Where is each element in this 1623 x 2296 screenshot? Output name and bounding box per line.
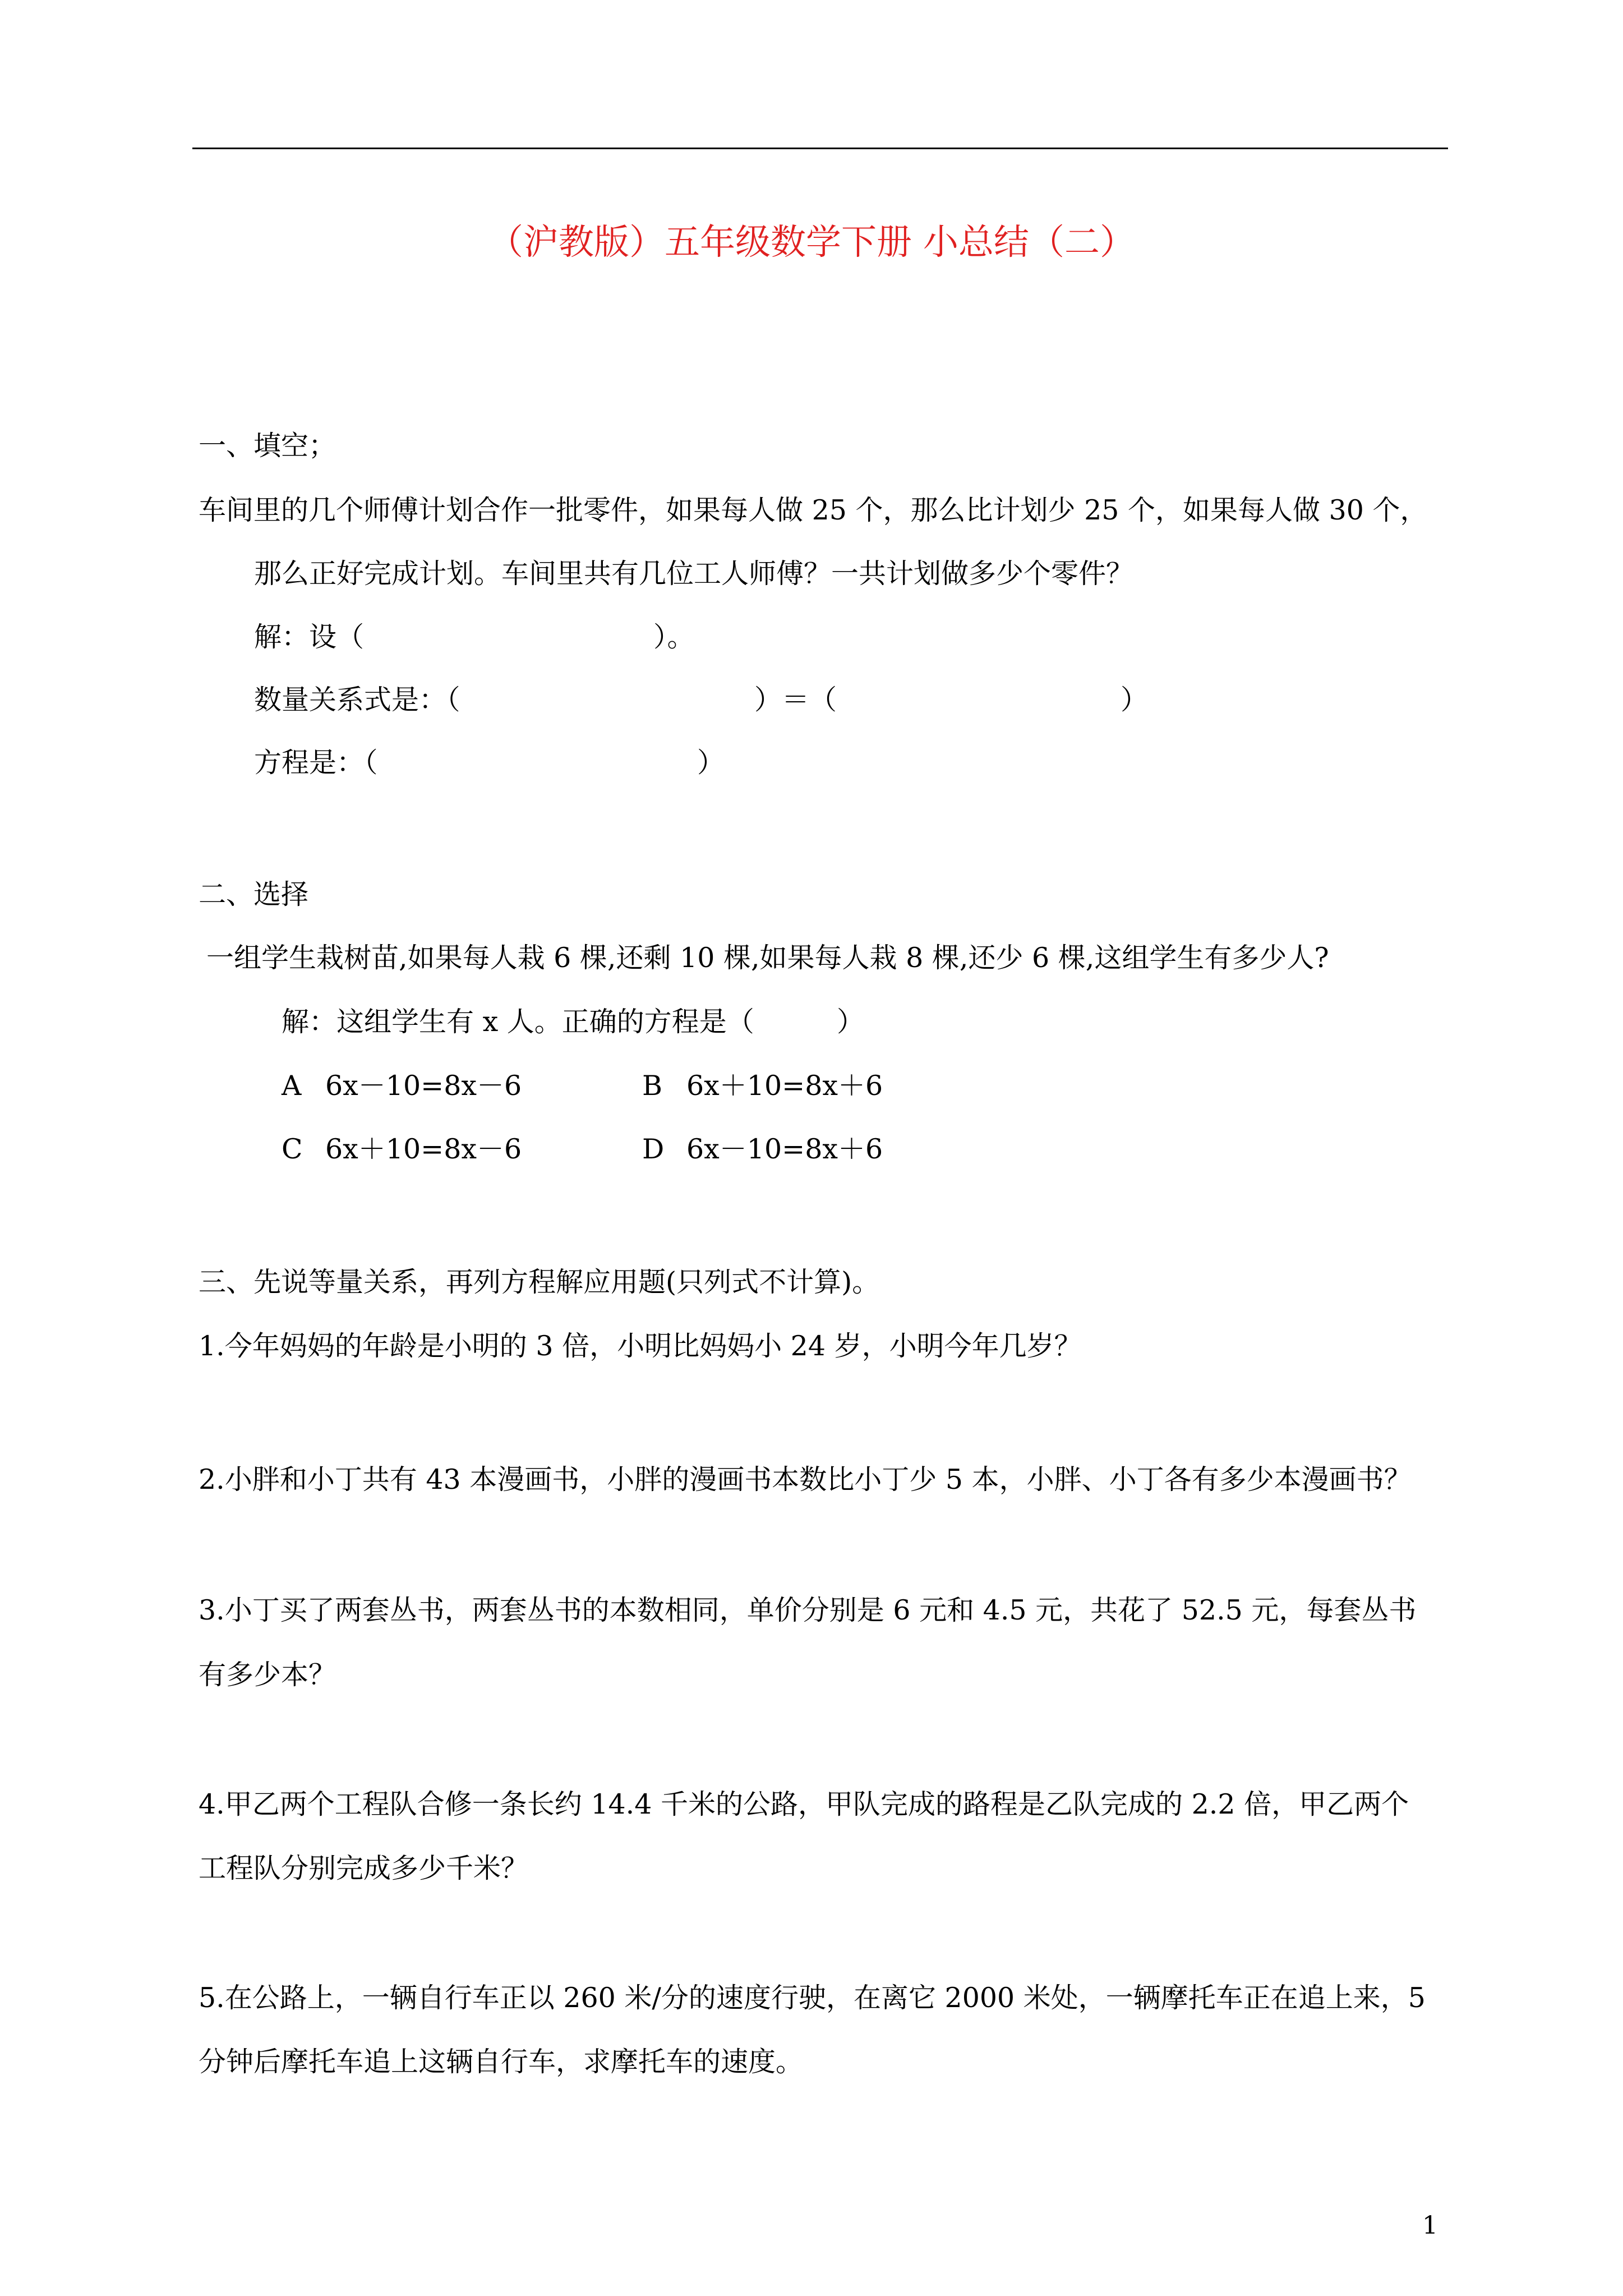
relation-open: 数量关系式是：（ [254,684,460,716]
question-3-line2: 有多少本？ [199,1659,336,1691]
question-5-line1: 5.在公路上，一辆自行车正以 260 米/分的速度行驶，在离它 2000 米处，一辆摩托车正在追上来，5 [199,1982,1426,2014]
page-number: 1 [1422,2211,1438,2240]
solve-open: 解：设（ [254,621,365,653]
section1-heading: 一、填空； [199,430,336,462]
option-a-letter: A [282,1070,302,1102]
section2-problem: 一组学生栽树苗,如果每人栽 6 棵,还剩 10 棵,如果每人栽 8 棵,还少 6 棵,这组学生有多少人? [206,942,1329,974]
question-4-line1: 4.甲乙两个工程队合修一条长约 14.4 千米的公路，甲队完成的路程是乙队完成的 2.2 倍，甲乙两个 [199,1788,1409,1820]
option-b-text: 6x＋10=8x＋6 [686,1070,883,1102]
section1-problem-line1: 车间里的几个师傅计划合作一批零件，如果每人做 25 个，那么比计划少 25 个，如果每人做 30 个， [199,494,1428,526]
section2-solve-prefix: 解：这组学生有 x 人。正确的方程是（ [282,1006,754,1038]
equation-line [254,746,815,780]
document-title: （沪教版）五年级数学下册 小总结（二） [487,222,1136,263]
solve-assumption-line [254,620,815,654]
solve-close: ）。 [653,621,695,653]
equation-open: 方程是：（ [254,747,378,779]
section2-solve-close: ） [837,1006,865,1038]
question-3-line1: 3.小丁买了两套丛书，两套丛书的本数相同，单价分别是 6 元和 4.5 元，共花了 52.5 元，每套丛书 [199,1594,1417,1626]
relation-close: ） [1121,684,1149,716]
option-b-letter: B [642,1070,663,1102]
question-2: 2.小胖和小丁共有 43 本漫画书，小胖的漫画书本数比小丁少 5 本，小胖、小丁各有多少本漫画书？ [199,1464,1412,1496]
relation-line [254,683,1151,717]
option-row-1 [282,1069,898,1103]
section2-solve-line [282,1005,898,1039]
section2-heading: 二、选择 [199,878,309,910]
option-d-text: 6x－10=8x＋6 [686,1133,883,1165]
option-c-letter: C [282,1133,303,1165]
relation-mid: ）＝（ [754,684,837,716]
question-5-line2: 分钟后摩托车追上这辆自行车，求摩托车的速度。 [199,2046,804,2078]
section3-heading: 三、先说等量关系，再列方程解应用题(只列式不计算)。 [199,1266,880,1298]
option-c-text: 6x＋10=8x－6 [325,1133,522,1165]
header-rule [192,148,1448,149]
section1-problem-line2: 那么正好完成计划。车间里共有几位工人师傅？一共计划做多少个零件？ [254,558,1134,590]
option-a-text: 6x－10=8x－6 [325,1070,522,1102]
question-1: 1.今年妈妈的年龄是小明的 3 倍，小明比妈妈小 24 岁，小明今年几岁？ [199,1330,1082,1362]
option-d-letter: D [642,1133,665,1165]
question-4-line2: 工程队分别完成多少千米？ [199,1852,529,1884]
option-row-2 [282,1133,898,1166]
equation-close: ） [697,747,725,779]
